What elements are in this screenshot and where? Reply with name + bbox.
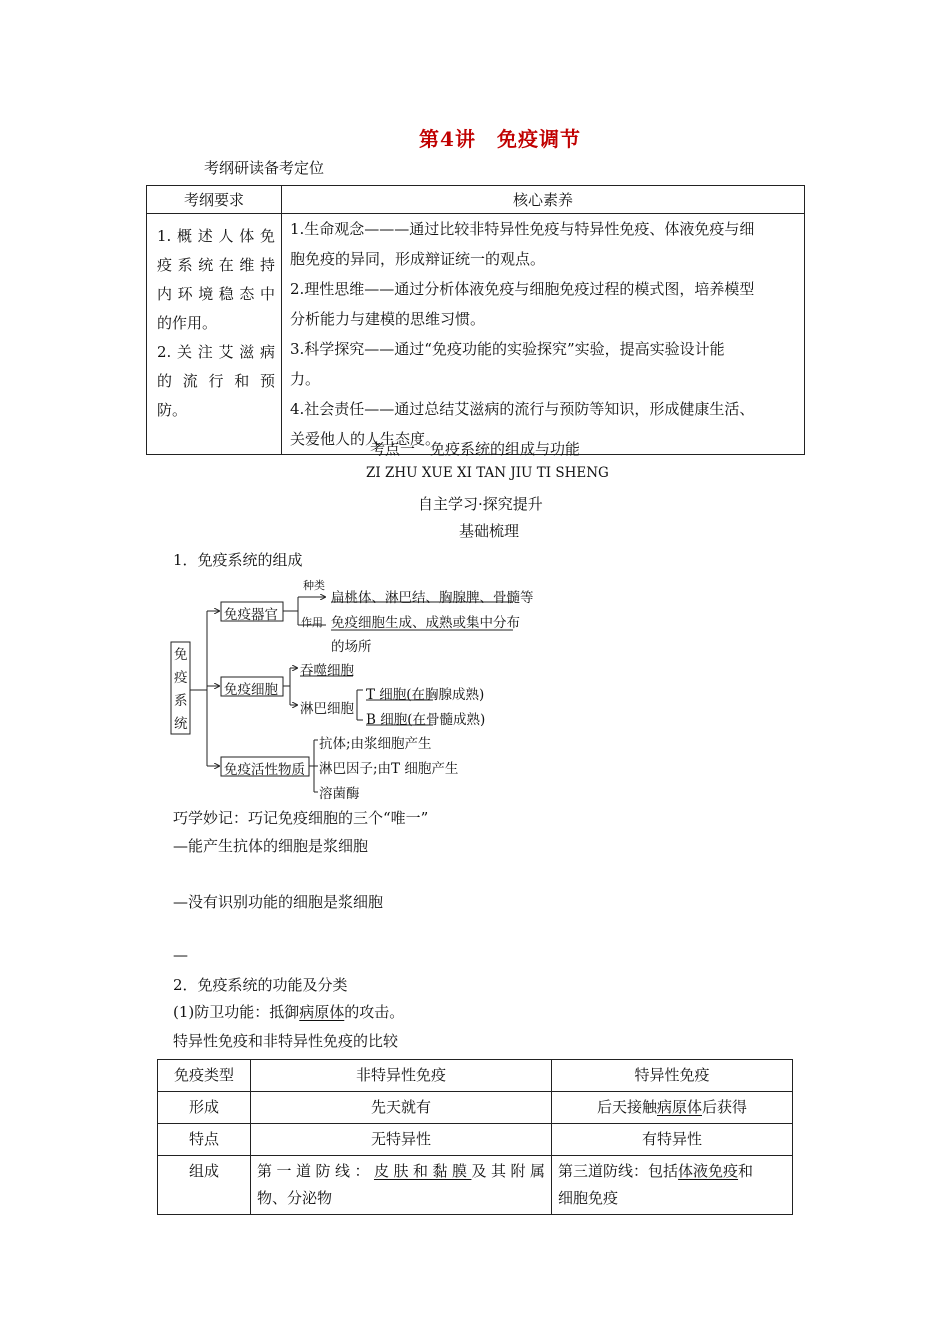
- pathogen-term: 病原体: [656, 1098, 702, 1116]
- composition-line: [257, 1158, 545, 1185]
- lysozyme: 溶菌酶: [319, 786, 360, 802]
- section-subtitle: 考纲研读备考定位: [204, 159, 325, 177]
- row-label-feature: 特点: [158, 1124, 251, 1156]
- lymphocyte: 淋巴细胞: [300, 701, 354, 717]
- cell-text: 第三道防线：包括: [558, 1162, 679, 1180]
- tip-line-3: —: [173, 946, 188, 964]
- literacy-line: 力。: [290, 370, 321, 388]
- cell-box-label: 免疫细胞: [224, 682, 278, 698]
- cell-composition-nonspecific: [251, 1156, 552, 1215]
- defense-function: [173, 1001, 404, 1022]
- req-line: 的流行和预: [157, 372, 275, 390]
- root-char: 免: [174, 647, 188, 663]
- root-char: 疫: [174, 670, 188, 686]
- organ-box-label: 免疫器官: [224, 607, 278, 623]
- diagram-root: [174, 644, 188, 736]
- literacy-line: 3.科学探究——通过“免疫功能的实验探究”实验，提高实验设计能: [290, 340, 725, 358]
- b-cell: B 细胞(在骨髓成熟): [366, 712, 486, 728]
- cell-text: 第一道防线：: [257, 1162, 374, 1180]
- item-1-heading: 1．免疫系统的组成: [173, 551, 303, 569]
- cell-formation-nonspecific: 先天就有: [251, 1092, 552, 1124]
- pinyin-heading: ZI ZHU XUE XI TAN JIU TI SHENG: [366, 465, 609, 481]
- tip-line-2: —没有识别功能的细胞是浆细胞: [173, 893, 384, 911]
- req-line: 1.概述人体免: [157, 227, 275, 245]
- cell-text: 及其附属: [471, 1162, 545, 1180]
- row-label-composition: 组成: [158, 1156, 251, 1215]
- req-line: 防。: [157, 401, 188, 419]
- root-char: 统: [174, 716, 188, 732]
- literacy-line: 分析能力与建模的思维习惯。: [290, 310, 486, 328]
- role-label: 作用: [301, 616, 323, 629]
- cell-text: 后天接触: [596, 1098, 657, 1116]
- humoral-term: 体液免疫: [678, 1162, 739, 1180]
- col-header-type: 免疫类型: [158, 1060, 251, 1092]
- tip-line-1: —能产生抗体的细胞是浆细胞: [173, 837, 369, 855]
- cell-feature-specific: 有特异性: [552, 1124, 793, 1156]
- header-syllabus: 考纲要求: [147, 186, 282, 214]
- skin-mucosa-term: 皮肤和黏膜: [373, 1162, 472, 1180]
- literacy-line: 关爱他人的人生态度。: [290, 430, 441, 448]
- pathogen-term: 病原体: [299, 1003, 345, 1021]
- composition-line: 物、分泌物: [257, 1189, 333, 1207]
- role-text-2: 的场所: [331, 639, 372, 655]
- defense-text: (1)防卫功能：抵御: [173, 1003, 300, 1021]
- cell-text: 和: [738, 1162, 754, 1180]
- kind-text: 扁桃体、淋巴结、胸腺脾、骨髓等: [331, 590, 534, 606]
- item-2-heading: 2．免疫系统的功能及分类: [173, 976, 348, 994]
- req-line: 疫系统在维持: [157, 256, 275, 274]
- defense-text: 的攻击。: [344, 1003, 405, 1021]
- cell-formation-specific: [552, 1092, 793, 1124]
- req-line: 的作用。: [157, 314, 218, 332]
- row-label-formation: 形成: [158, 1092, 251, 1124]
- composition-line: 细胞免疫: [558, 1189, 619, 1207]
- tips-heading: 巧学妙记：巧记免疫细胞的三个“唯一”: [173, 809, 429, 827]
- header-literacy: 核心素养: [282, 186, 805, 214]
- literacy-line: 1.生命观念———通过比较非特异性免疫与特异性免疫、体液免疫与细: [290, 220, 755, 238]
- req-line: 2.关注艾滋病: [157, 343, 275, 361]
- literacy-line: 2.理性思维——通过分析体液免疫与细胞免疫过程的模式图，培养模型: [290, 280, 755, 298]
- phagocyte: 吞噬细胞: [300, 663, 354, 679]
- literacy-line: 4.社会责任——通过总结艾滋病的流行与预防等知识，形成健康生活、: [290, 400, 755, 418]
- col-header-specific: 特异性免疫: [552, 1060, 793, 1092]
- col-header-nonspecific: 非特异性免疫: [251, 1060, 552, 1092]
- composition-line: [558, 1158, 786, 1185]
- lymphokine: 淋巴因子;由T 细胞产生: [319, 761, 459, 777]
- immunity-comparison-table: [157, 1059, 793, 1215]
- active-box-label: 免疫活性物质: [224, 762, 305, 778]
- cell-text: 后获得: [702, 1098, 748, 1116]
- role-text: 免疫细胞生成、成熟或集中分布: [331, 615, 520, 631]
- cell-feature-nonspecific: 无特异性: [251, 1124, 552, 1156]
- jichu-heading: 基础梳理: [459, 522, 520, 540]
- antibody: 抗体;由浆细胞产生: [319, 736, 432, 752]
- literacy-line: 胞免疫的异同，形成辩证统一的观点。: [290, 250, 546, 268]
- zizhu-heading: 自主学习·探究提升: [418, 495, 543, 513]
- root-char: 系: [174, 693, 188, 709]
- cell-composition-specific: [552, 1156, 793, 1215]
- page-title: 第4讲 免疫调节: [419, 127, 581, 151]
- t-cell: T 细胞(在胸腺成熟): [366, 687, 485, 703]
- req-line: 内环境稳态中: [157, 285, 275, 303]
- kaodian-heading: 考点一 免疫系统的组成与功能: [370, 440, 581, 458]
- compare-title: 特异性免疫和非特异性免疫的比较: [173, 1032, 399, 1050]
- kind-label: 种类: [303, 579, 325, 592]
